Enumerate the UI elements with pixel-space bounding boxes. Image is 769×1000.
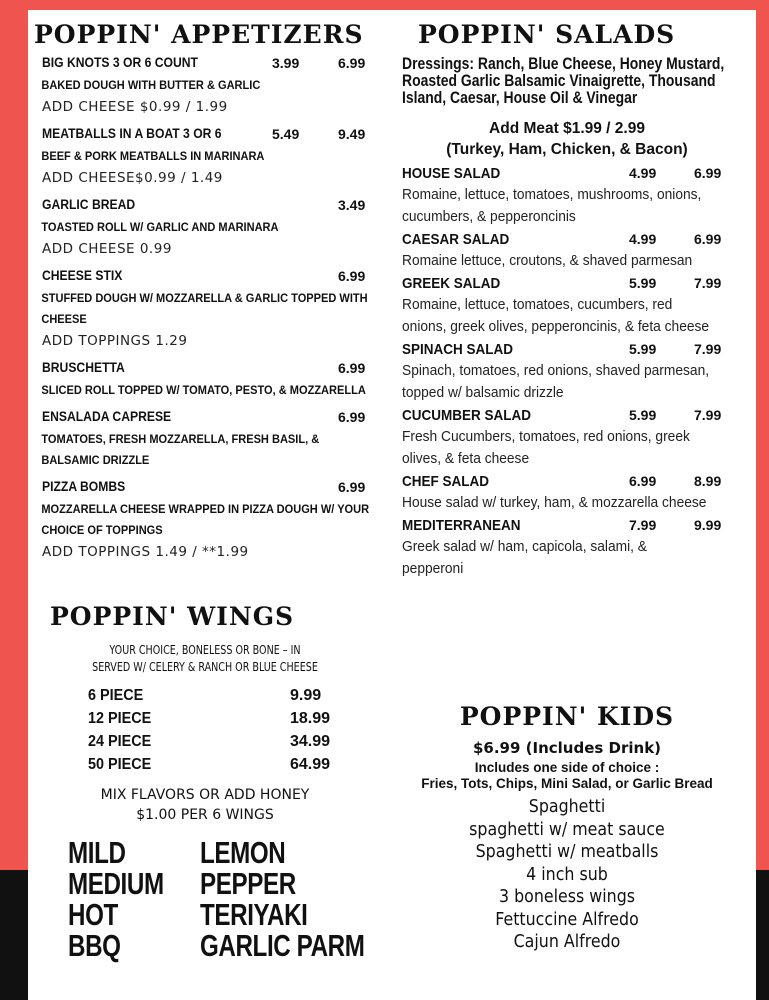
- kids-menu-item: Cajun Alfredo: [513, 931, 621, 952]
- wings-mix-line-2: $1.00 PER 6 WINGS: [136, 807, 274, 823]
- salad-item: [402, 272, 732, 338]
- salad-name: GREEK SALAD: [402, 275, 501, 292]
- wing-size-name: 6 PIECE: [88, 687, 144, 704]
- wing-flavor: TERIYAKI: [200, 897, 308, 932]
- salad-price-large: 8.99: [694, 473, 722, 489]
- salad-price-large: 6.99: [694, 165, 722, 181]
- salad-item: [402, 228, 732, 272]
- wing-flavor: MEDIUM: [68, 866, 164, 901]
- kids-price: $6.99 (Includes Drink): [472, 739, 662, 757]
- wings-title: POPPIN' WINGS: [50, 602, 295, 631]
- appetizer-description: STUFFED DOUGH W/ MOZZARELLA & GARLIC TOPPED WITH CHEESE: [41, 291, 368, 326]
- salads-add-meat: Add Meat $1.99 / 2.99: [489, 120, 645, 137]
- salad-price-large: 6.99: [694, 231, 722, 247]
- wing-size-name: 50 PIECE: [88, 756, 152, 773]
- appetizer-addon: ADD TOPPINGS 1.49 / **1.99: [42, 544, 249, 560]
- salad-name: CUCUMBER SALAD: [402, 407, 531, 424]
- wing-size-row: [34, 733, 376, 756]
- appetizer-name: MEATBALLS IN A BOAT 3 OR 6: [42, 126, 222, 141]
- salad-price-small: 6.99: [629, 473, 657, 489]
- salad-item: [402, 514, 732, 580]
- salads-section: [402, 20, 732, 580]
- appetizer-price-small: 5.49: [272, 126, 300, 142]
- wing-flavor: GARLIC PARM: [200, 928, 365, 963]
- wing-size-row: [34, 756, 376, 779]
- kids-menu-item: Spaghetti w/ meatballs: [475, 841, 659, 862]
- salad-price-small: 4.99: [629, 165, 657, 181]
- salads-meat-options: (Turkey, Ham, Chicken, & Bacon): [446, 141, 688, 158]
- salad-description: Spinach, tomatoes, red onions, shaved parmesan, topped w/ balsamic drizzle: [402, 363, 710, 401]
- wing-size-price: 64.99: [290, 756, 331, 773]
- wing-size-price: 18.99: [290, 710, 331, 727]
- salads-dressings: Dressings: Ranch, Blue Cheese, Honey Mustard, Roasted Garlic Balsamic Vinaigrette, Thousand Island, Caesar, House Oil & Vinegar: [402, 54, 725, 107]
- kids-section: [402, 702, 732, 954]
- appetizer-addon: ADD TOPPINGS 1.29: [42, 333, 188, 349]
- appetizer-price-large: 9.49: [338, 126, 366, 142]
- wing-flavor: PEPPER: [200, 866, 296, 901]
- appetizer-price-large: 3.49: [338, 197, 366, 213]
- salad-name: CHEF SALAD: [402, 473, 490, 490]
- appetizer-price-large: 6.99: [338, 360, 366, 376]
- appetizer-description: TOASTED ROLL W/ GARLIC AND MARINARA: [41, 220, 279, 234]
- wing-flavor: HOT: [68, 897, 118, 932]
- salad-description: Fresh Cucumbers, tomatoes, red onions, greek olives, & feta cheese: [402, 429, 690, 467]
- appetizer-addon: ADD CHEESE 0.99: [42, 241, 172, 257]
- salads-title: POPPIN' SALADS: [418, 20, 676, 49]
- salad-price-large: 7.99: [694, 407, 722, 423]
- appetizer-item: [34, 195, 376, 260]
- wing-flavor: BBQ: [68, 928, 121, 963]
- appetizer-name: BRUSCHETTA: [42, 360, 125, 375]
- wings-subtitle-2: SERVED W/ CELERY & RANCH OR BLUE CHEESE: [92, 659, 318, 674]
- appetizer-name: CHEESE STIX: [42, 268, 123, 283]
- salad-description: Romaine, lettuce, tomatoes, mushrooms, onions, cucumbers, & pepperoncinis: [402, 187, 702, 225]
- kids-menu-item: Fettuccine Alfredo: [495, 908, 639, 930]
- salad-description: House salad w/ turkey, ham, & mozzarella cheese: [402, 495, 707, 511]
- salad-item: [402, 470, 732, 514]
- kids-menu-item: spaghetti w/ meat sauce: [469, 818, 665, 840]
- salad-price-small: 4.99: [629, 231, 657, 247]
- wing-size-price: 34.99: [290, 733, 331, 750]
- appetizer-addon: ADD CHEESE $0.99 / 1.99: [42, 99, 228, 115]
- salad-description: Romaine, lettuce, tomatoes, cucumbers, red onions, greek olives, pepperoncinis, & feta cheese: [402, 297, 710, 335]
- appetizers-section: [34, 20, 376, 563]
- wing-flavor: LEMON: [200, 835, 286, 870]
- kids-menu-item: 3 boneless wings: [498, 886, 636, 907]
- salad-price-small: 5.99: [629, 407, 657, 423]
- kids-menu-item: Spaghetti: [528, 796, 606, 817]
- appetizer-name: BIG KNOTS 3 OR 6 COUNT: [42, 55, 198, 70]
- appetizer-name: ENSALADA CAPRESE: [42, 409, 172, 424]
- wing-size-price: 9.99: [290, 687, 322, 704]
- salad-name: MEDITERRANEAN: [402, 517, 521, 534]
- kids-side-2: Fries, Tots, Chips, Mini Salad, or Garlic Bread: [421, 776, 713, 791]
- salad-price-small: 5.99: [629, 341, 657, 357]
- appetizer-description: BEEF & PORK MEATBALLS IN MARINARA: [41, 149, 265, 163]
- appetizer-price-large: 6.99: [338, 268, 366, 284]
- wing-size-name: 12 PIECE: [88, 710, 152, 727]
- appetizer-description: BAKED DOUGH WITH BUTTER & GARLIC: [41, 78, 261, 92]
- salad-price-large: 9.99: [694, 517, 722, 533]
- wings-section: [34, 602, 376, 967]
- appetizer-item: [34, 124, 376, 189]
- kids-side-1: Includes one side of choice :: [474, 760, 660, 775]
- appetizer-description: SLICED ROLL TOPPED W/ TOMATO, PESTO, & MOZZARELLA: [41, 383, 366, 397]
- appetizer-addon: ADD CHEESE$0.99 / 1.49: [42, 170, 223, 186]
- appetizer-item: [34, 358, 376, 401]
- kids-title: POPPIN' KIDS: [459, 702, 675, 731]
- wing-size-row: [34, 687, 376, 710]
- appetizers-title: POPPIN' APPETIZERS: [34, 20, 364, 49]
- appetizer-item: [34, 53, 376, 118]
- kids-menu-item: 4 inch sub: [526, 863, 608, 885]
- salad-description: Romaine lettuce, croutons, & shaved parmesan: [402, 253, 693, 269]
- salad-name: HOUSE SALAD: [402, 165, 501, 182]
- salad-item: [402, 338, 732, 404]
- appetizer-price-large: 6.99: [338, 55, 366, 71]
- appetizer-item: [34, 266, 376, 352]
- appetizer-description: TOMATOES, FRESH MOZZARELLA, FRESH BASIL, & BALSAMIC DRIZZLE: [41, 432, 320, 467]
- salad-item: [402, 404, 732, 470]
- wing-size-name: 24 PIECE: [88, 733, 152, 750]
- appetizer-price-small: 3.99: [272, 55, 300, 71]
- appetizer-item: [34, 477, 376, 563]
- wing-size-row: [34, 710, 376, 733]
- salad-price-large: 7.99: [694, 275, 722, 291]
- wings-mix-line-1: MIX FLAVORS OR ADD HONEY: [100, 787, 310, 803]
- appetizer-price-large: 6.99: [338, 409, 366, 425]
- salad-name: SPINACH SALAD: [402, 341, 514, 358]
- wings-subtitle-1: YOUR CHOICE, BONELESS OR BONE – IN: [109, 642, 301, 657]
- salad-price-large: 7.99: [694, 341, 722, 357]
- appetizer-name: GARLIC BREAD: [42, 197, 136, 212]
- appetizer-description: MOZZARELLA CHEESE WRAPPED IN PIZZA DOUGH W/ YOUR CHOICE OF TOPPINGS: [41, 502, 370, 537]
- salad-description: Greek salad w/ ham, capicola, salami, & pepperoni: [402, 539, 647, 577]
- salad-price-small: 5.99: [629, 275, 657, 291]
- appetizer-item: [34, 407, 376, 471]
- wing-flavor: MILD: [68, 835, 126, 870]
- salad-price-small: 7.99: [629, 517, 657, 533]
- salad-name: CAESAR SALAD: [402, 231, 510, 248]
- appetizer-price-large: 6.99: [338, 479, 366, 495]
- appetizer-name: PIZZA BOMBS: [42, 479, 126, 494]
- salad-item: [402, 162, 732, 228]
